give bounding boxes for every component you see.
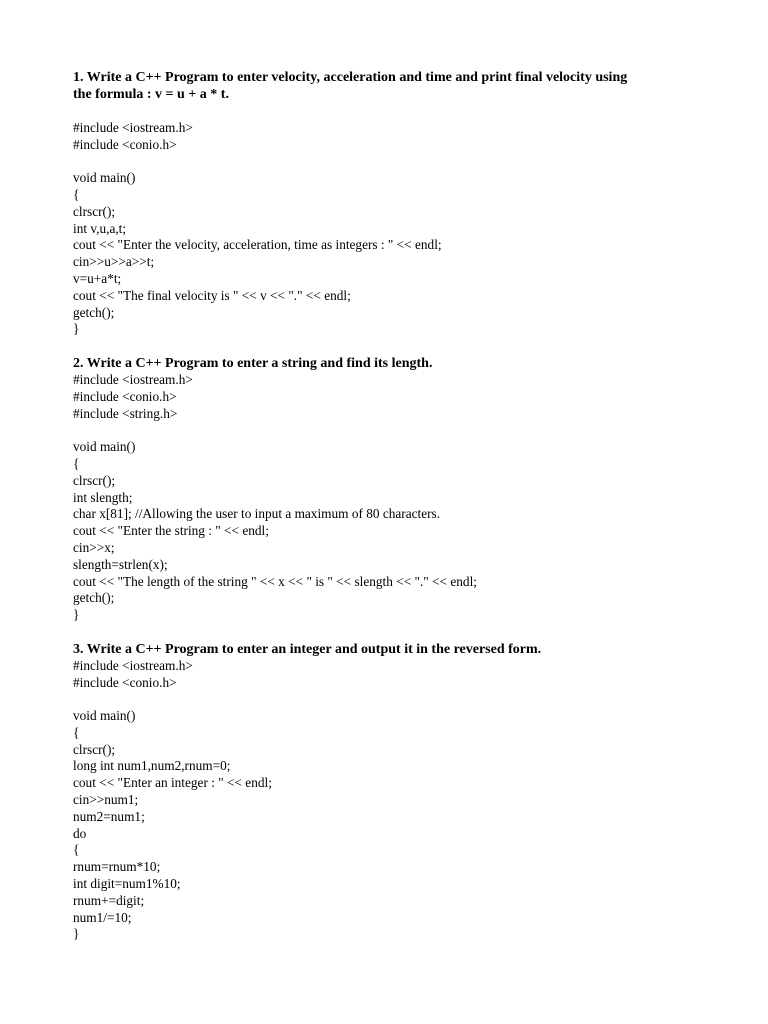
code-line: { [73,455,80,471]
code-line: char x[81]; //Allowing the user to input a maximum of 80 characters. [73,506,441,522]
code-line: void main() [73,708,136,724]
code-line: cout << "Enter the velocity, acceleration, time as integers : " << endl; [73,237,442,253]
code-line: int v,u,a,t; [73,220,127,236]
blank-line [73,153,703,170]
code-line: num2=num1; [73,808,145,824]
code-line: void main() [73,439,136,455]
code-line: cin>>x; [73,539,115,555]
blank-line [73,422,703,439]
code-line: do [73,825,87,841]
code-line: #include <iostream.h> [73,119,193,135]
section-gap [73,338,703,355]
section-heading: 2. Write a C++ Program to enter a string and find its length. [73,355,433,371]
code-line: #include <conio.h> [73,674,177,690]
section-heading: 3. Write a C++ Program to enter an integer and output it in the reversed form. [73,641,542,657]
code-line: #include <string.h> [73,405,178,421]
code-line: cout << "Enter an integer : " << endl; [73,775,272,791]
code-line: getch(); [73,304,115,320]
code-line: int digit=num1%10; [73,876,181,892]
code-line: cout << "Enter the string : " << endl; [73,523,269,539]
program-section-1 [73,69,703,355]
code-line: void main() [73,170,136,186]
code-line: slength=strlen(x); [73,556,168,572]
code-line: int slength; [73,489,133,505]
code-line: cout << "The length of the string " << x << " is " << slength << "." << endl; [73,573,477,589]
code-line: } [73,607,80,623]
code-line: } [73,321,80,337]
code-line: { [73,724,80,740]
code-line: num1/=10; [73,909,132,925]
code-line: clrscr(); [73,203,116,219]
blank-line [73,691,703,708]
program-section-3 [73,641,703,944]
blank-line [73,103,703,120]
code-line: cout << "The final velocity is " << v << "." << endl; [73,287,351,303]
code-line: clrscr(); [73,472,116,488]
code-line: getch(); [73,590,115,606]
code-line: { [73,842,80,858]
section-heading: the formula : v = u + a * t. [73,87,229,102]
code-line: } [73,926,80,942]
code-line: cin>>num1; [73,792,139,808]
code-line: clrscr(); [73,741,116,757]
code-line: #include <conio.h> [73,388,177,404]
code-line: rnum+=digit; [73,892,145,908]
code-line: long int num1,num2,rnum=0; [73,758,231,774]
code-line: { [73,186,80,202]
section-gap [73,624,703,641]
code-line: #include <iostream.h> [73,371,193,387]
code-line: #include <conio.h> [73,136,177,152]
code-line: rnum=rnum*10; [73,859,161,875]
code-line: #include <iostream.h> [73,657,193,673]
code-line: v=u+a*t; [73,270,122,286]
document-content [73,69,703,943]
document-page [73,69,703,943]
code-line: cin>>u>>a>>t; [73,254,155,270]
program-section-2 [73,355,703,641]
section-heading: 1. Write a C++ Program to enter velocity, acceleration and time and print final velocity using [73,70,628,85]
